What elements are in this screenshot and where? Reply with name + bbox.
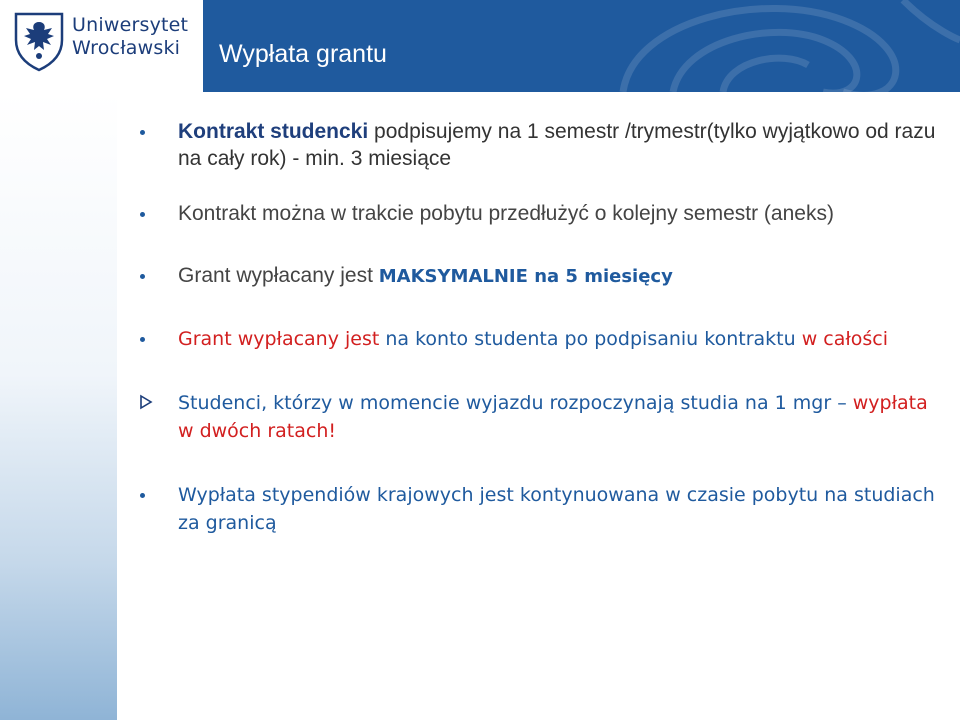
- title-bar: [203, 0, 960, 92]
- installments-red-text: wypłata w dwóch ratach!: [178, 392, 928, 442]
- bullet-dot-icon: [140, 274, 145, 279]
- bullet-dot-icon: [140, 493, 145, 498]
- sidebar-decoration: [0, 92, 117, 720]
- bullet-list: [140, 118, 940, 537]
- university-logo: [0, 0, 203, 92]
- bullet-item-extension: [140, 200, 940, 227]
- contract-text: podpisujemy na 1 semestr /trymestr(tylko wyjątkowo od razu na cały rok) - min. 3 miesiące: [178, 120, 936, 170]
- university-crest-icon: [12, 10, 66, 72]
- installments-text: Studenci, którzy w momencie wyjazdu rozpoczynają studia na 1 mgr –: [178, 392, 853, 414]
- payment-red-text: Grant wypłacany jest: [178, 328, 380, 350]
- contract-bold-text: Kontrakt studencki: [178, 120, 369, 143]
- logo-line-1: Uniwersytet: [72, 14, 189, 36]
- bullet-item-scholarships: [140, 481, 940, 537]
- page-title: Wypłata grantu: [219, 40, 387, 68]
- logo-line-2: Wrocławski: [72, 37, 181, 59]
- payment-red-text-2: w całości: [801, 328, 889, 350]
- bullet-dot-icon: [140, 212, 145, 217]
- bullet-item-installments: [140, 389, 940, 445]
- arrow-bullet-icon: [139, 394, 153, 410]
- bullet-item-payment: [140, 325, 940, 353]
- bullet-item-contract: [140, 118, 940, 172]
- bullet-dot-icon: [140, 337, 145, 342]
- scholarships-text: Wypłata stypendiów krajowych jest kontynuowana w czasie pobytu na studiach za granicą: [178, 484, 935, 534]
- extension-text: Kontrakt można w trakcie pobytu przedłużyć o kolejny semestr (aneks): [178, 202, 834, 225]
- payment-text: na konto studenta po podpisaniu kontraktu: [379, 328, 802, 350]
- bullet-dot-icon: [140, 130, 145, 135]
- bullet-item-max-months: [140, 262, 940, 290]
- max-months-bold: MAKSYMALNIE na 5 miesięcy: [378, 266, 673, 287]
- max-months-text: Grant wypłacany jest: [178, 264, 379, 287]
